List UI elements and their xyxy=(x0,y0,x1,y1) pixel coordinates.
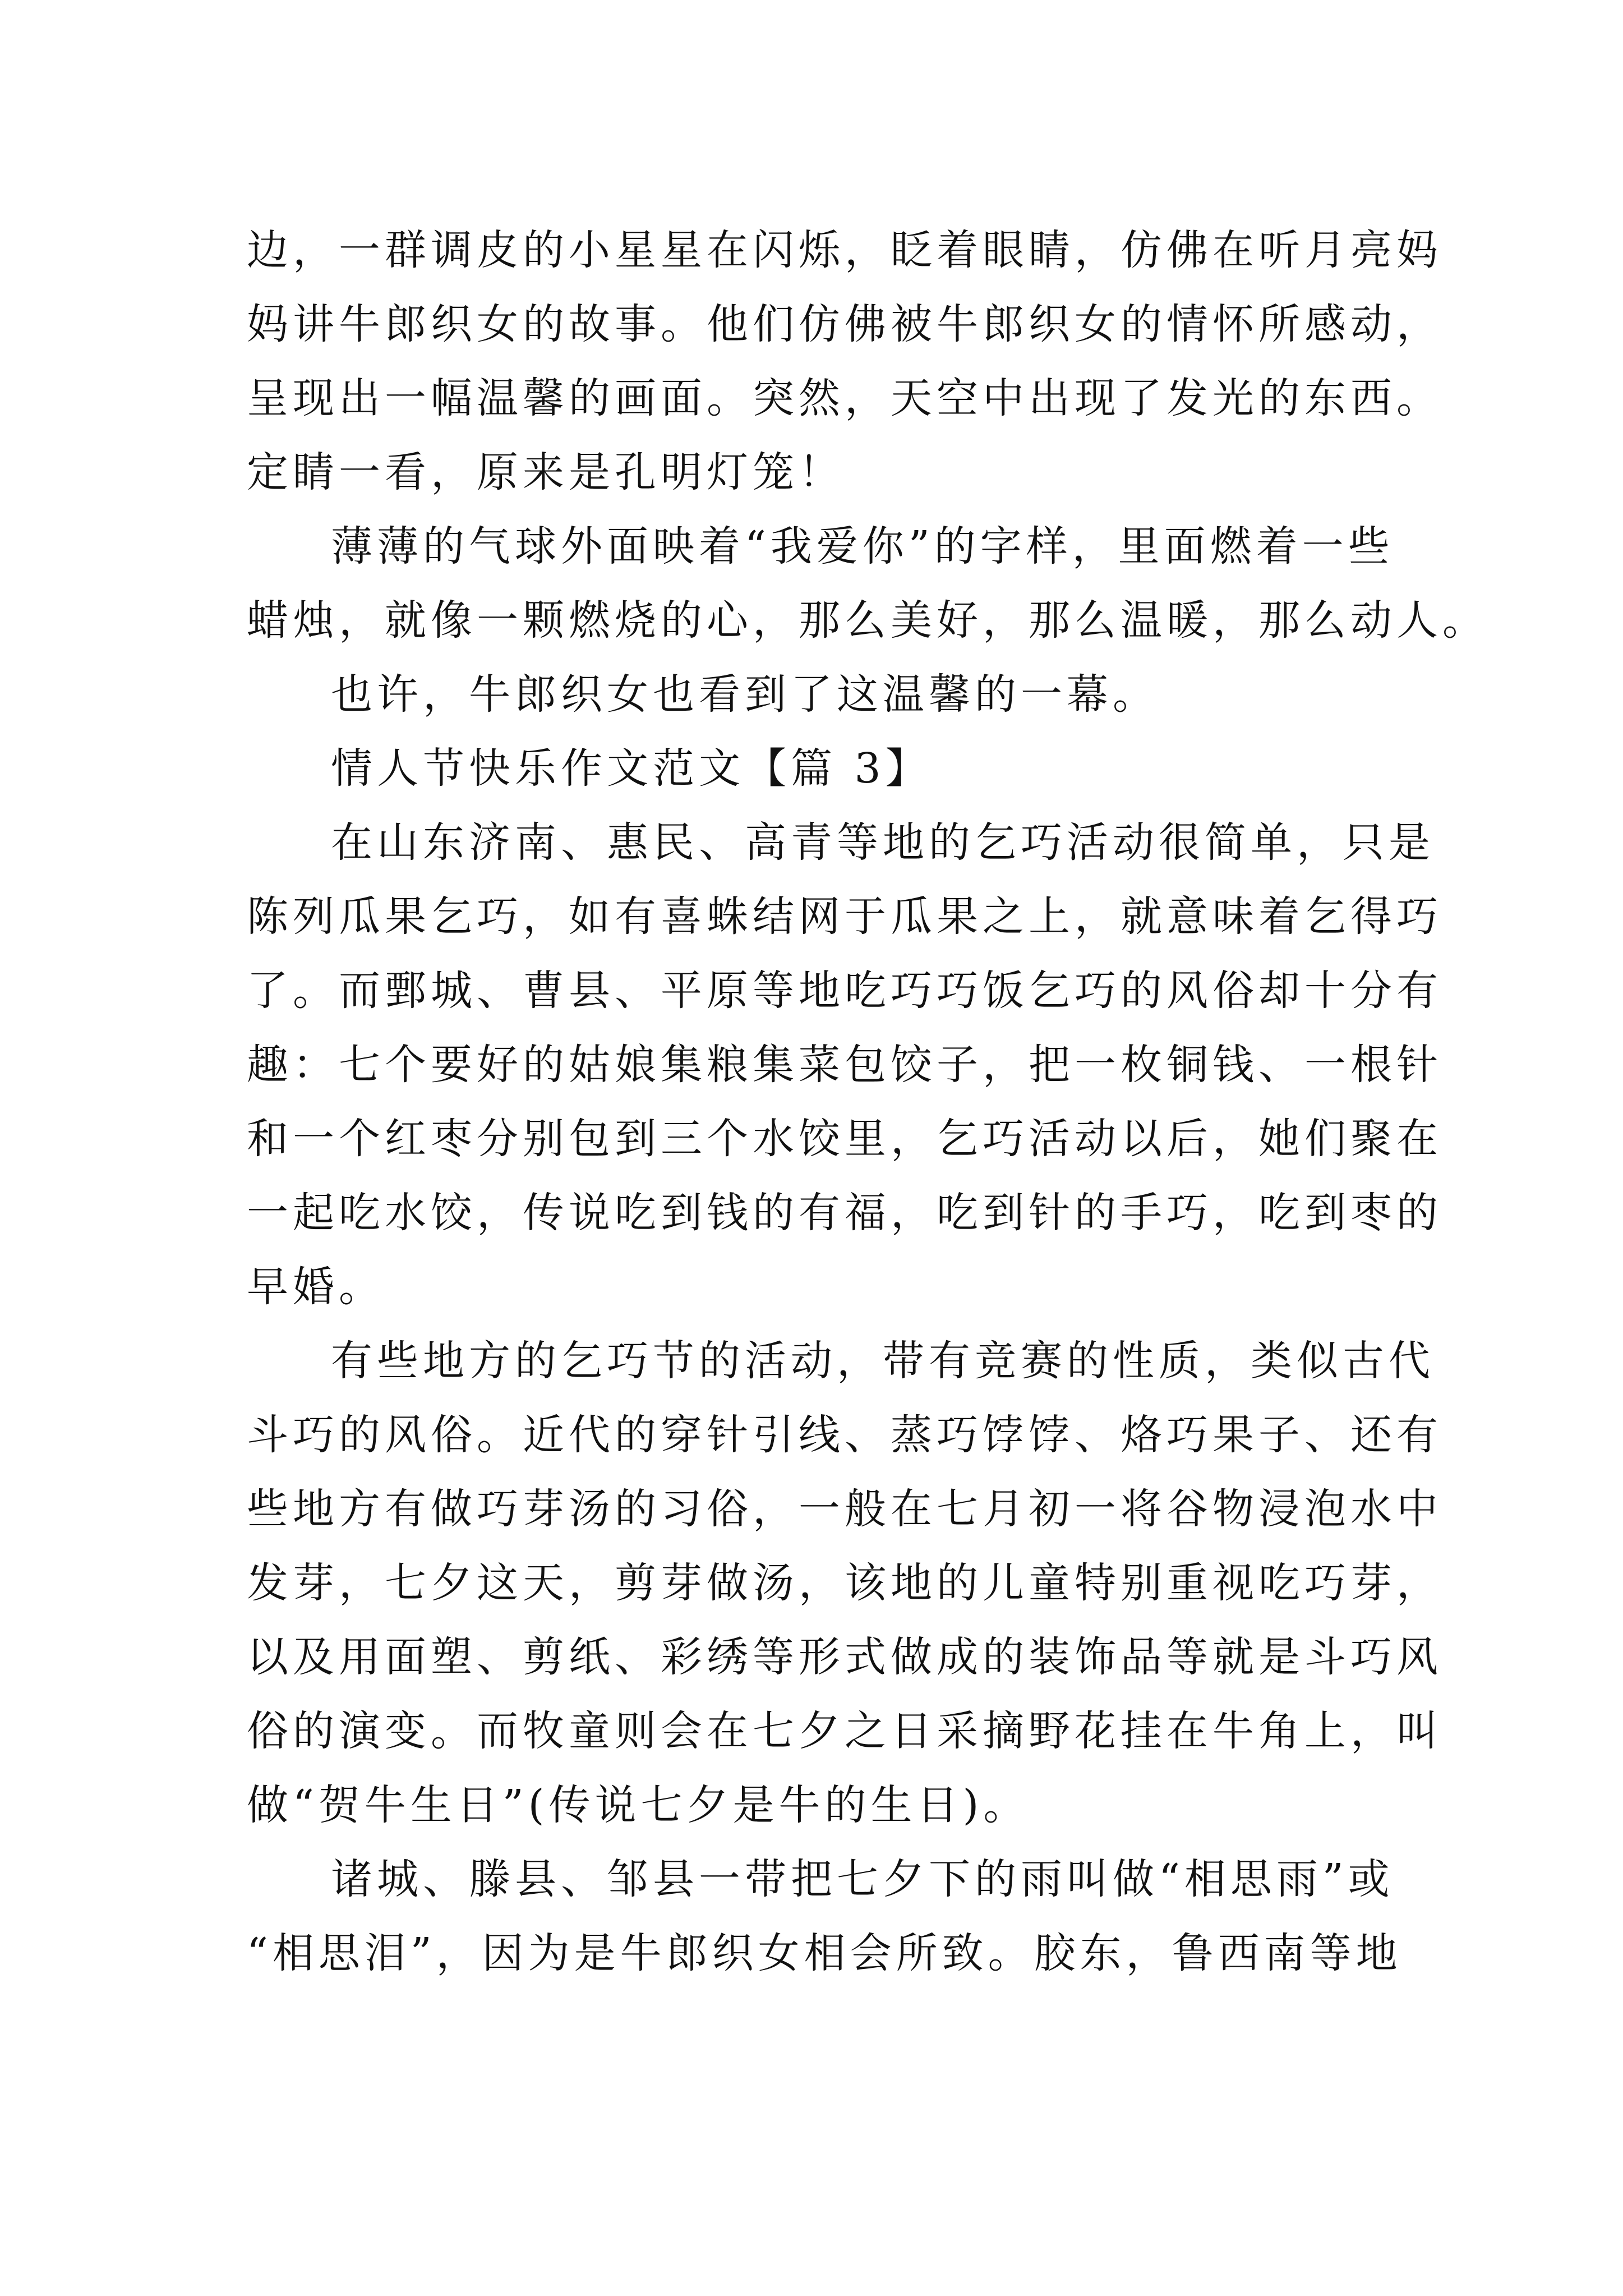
text-line: 边，一群调皮的小星星在闪烁，眨着眼睛，仿佛在听月亮妈 xyxy=(247,226,1442,274)
text-line: 呈现出一幅温馨的画面。突然，天空中出现了发光的东西。 xyxy=(247,374,1442,422)
text-line: 在山东济南、惠民、高青等地的乞巧活动很简单，只是 xyxy=(331,818,1435,867)
text-line: 发芽，七夕这天，剪芽做汤，该地的儿童特别重视吃巧芽， xyxy=(247,1559,1442,1607)
paragraph-6 xyxy=(247,1324,1442,1842)
text-line: 妈讲牛郎织女的故事。他们仿佛被牛郎织女的情怀所感动， xyxy=(247,300,1442,348)
paragraph-3 xyxy=(247,657,1391,731)
text-line: 陈列瓜果乞巧，如有喜蛛结网于瓜果之上，就意味着乞得巧 xyxy=(247,892,1442,941)
text-line: 一起吃水饺，传说吃到钱的有福，吃到针的手巧，吃到枣的 xyxy=(247,1189,1442,1237)
text-line: 蜡烛，就像一颗燃烧的心，那么美好，那么温暖，那么动人。 xyxy=(247,596,1488,645)
text-line: 诸城、滕县、邹县一带把七夕下的雨叫做“相思雨”或 xyxy=(331,1855,1394,1903)
section-heading xyxy=(247,731,1391,806)
text-line: 了。而鄄城、曹县、平原等地吃巧巧饭乞巧的风俗却十分有 xyxy=(247,967,1442,1015)
text-line: 早婚。 xyxy=(247,1263,385,1311)
text-line: 做“贺牛生日”(传说七夕是牛的生日)。 xyxy=(247,1781,1030,1829)
text-line: 有些地方的乞巧节的活动，带有竞赛的性质，类似古代 xyxy=(331,1337,1435,1385)
text-line: 俗的演变。而牧童则会在七夕之日采摘野花挂在牛角上，叫 xyxy=(247,1707,1442,1755)
text-line: 定睛一看，原来是孔明灯笼！ xyxy=(247,448,845,496)
paragraph-2 xyxy=(247,509,1488,657)
text-line: 也许，牛郎织女也看到了这温馨的一幕。 xyxy=(331,670,1159,719)
section-heading-text: 情人节快乐作文范文【篇 3】 xyxy=(331,744,932,793)
text-line: 些地方有做巧芽汤的习俗，一般在七月初一将谷物浸泡水中 xyxy=(247,1485,1442,1533)
text-line: 以及用面塑、剪纸、彩绣等形式做成的装饰品等就是斗巧风 xyxy=(247,1633,1442,1681)
text-line: 斗巧的风俗。近代的穿针引线、蒸巧饽饽、烙巧果子、还有 xyxy=(247,1411,1442,1459)
paragraph-7 xyxy=(247,1842,1402,1990)
text-line: 薄薄的气球外面映着“我爱你”的字样，里面燃着一些 xyxy=(331,522,1394,570)
text-line: 和一个红枣分别包到三个水饺里，乞巧活动以后，她们聚在 xyxy=(247,1115,1442,1163)
paragraph-1 xyxy=(247,213,1442,509)
document-body xyxy=(247,213,1488,1990)
text-line: “相思泪”，因为是牛郎织女相会所致。胶东，鲁西南等地 xyxy=(247,1929,1402,1977)
text-line: 趣：七个要好的姑娘集粮集菜包饺子，把一枚铜钱、一根针 xyxy=(247,1041,1442,1089)
paragraph-5 xyxy=(247,806,1442,1324)
